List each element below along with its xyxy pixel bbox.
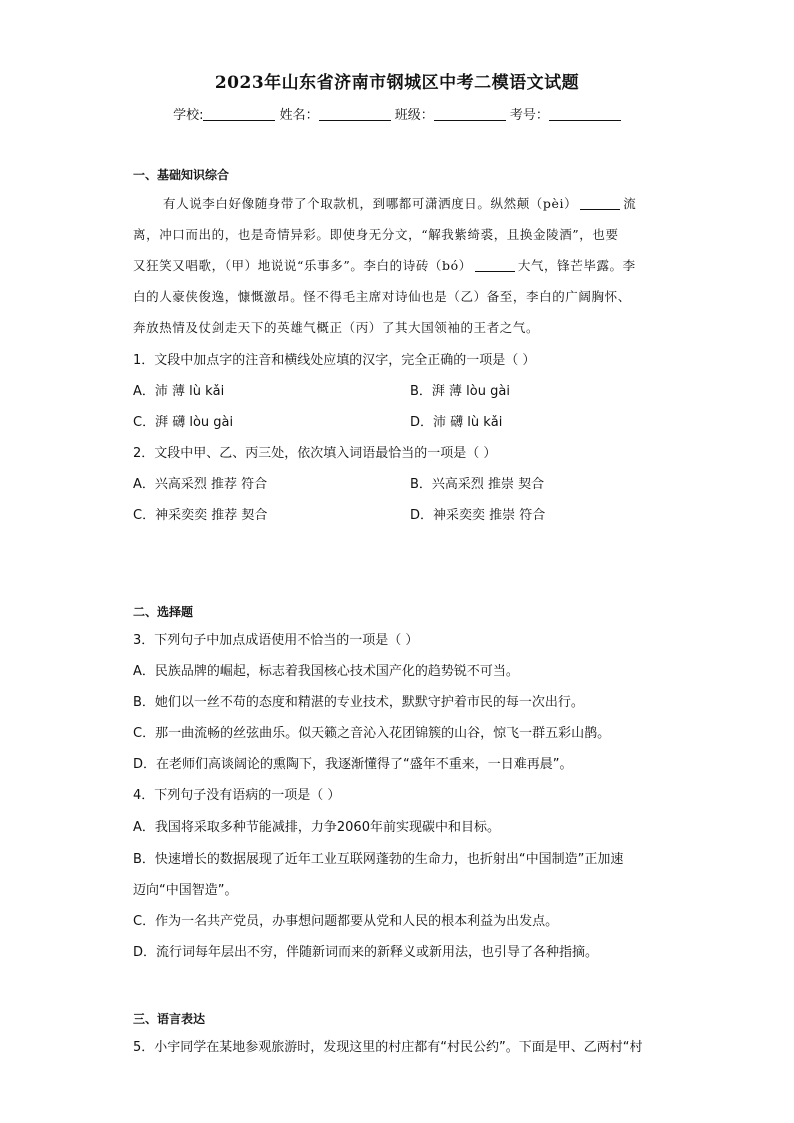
q3-option-b[interactable]: B．她们以一丝不苟的态度和精湛的专业技术，默默守护着市民的每一次出行。 (133, 695, 584, 710)
q1-option-c[interactable]: C．湃 礴 lòu gài (133, 415, 234, 430)
question-4-stem: 4．下列句子没有语病的一项是（ ） (133, 788, 341, 803)
school-label: 学校: (173, 108, 204, 123)
number-label: 考号： (509, 108, 549, 123)
passage-line: 奔放热情及仗剑走天下的英雄气概正（丙）了其大国领袖的王者之气。 (133, 320, 540, 335)
q2-option-c[interactable]: C．神采奕奕 推荐 契合 (133, 508, 268, 523)
section-heading-1: 一、基础知识综合 (133, 168, 230, 182)
q2-option-a[interactable]: A．兴高采烈 推荐 符合 (133, 477, 268, 492)
name-blank[interactable] (319, 107, 391, 121)
fill-blank (475, 259, 515, 272)
question-1-stem: 1．文段中加点字的注音和横线处应填的汉字，完全正确的一项是（ ） (133, 353, 536, 368)
q4-option-c[interactable]: C．作为一名共产党员，办事想问题都要从党和人民的根本利益为出发点。 (133, 914, 559, 929)
passage-line (133, 256, 636, 274)
section-heading-2: 二、选择题 (133, 605, 194, 619)
section-heading-3: 三、语言表达 (133, 1012, 206, 1026)
q3-option-c[interactable]: C．那一曲流畅的丝弦曲乐。似天籁之音沁入花团锦簇的山谷，惊飞一群五彩山鹊。 (133, 726, 611, 741)
school-blank[interactable] (203, 107, 275, 121)
student-info-row (0, 104, 794, 123)
question-2-stem: 2．文段中甲、乙、丙三处，依次填入词语最恰当的一项是（ ） (133, 446, 497, 461)
name-label: 姓名： (279, 108, 319, 123)
number-blank[interactable] (549, 107, 621, 121)
passage-text: 有人说李白好像随身带了个取款机，到哪都可潇洒度日。纵然颠（pèi） (163, 196, 578, 211)
passage-line: 离，冲口而出的，也是奇情异彩。即使身无分文，“解我紫绮裘，且换金陵酒”，也要 (133, 227, 619, 242)
q1-option-d[interactable]: D．沛 礴 lù kǎi (410, 415, 503, 430)
page-title: 2023年山东省济南市钢城区中考二模语文试题 (214, 73, 580, 93)
q4-option-b[interactable]: B．快速增长的数据展现了近年工业互联网蓬勃的生命力，也折射出“中国制造”正加速 (133, 852, 624, 867)
class-blank[interactable] (434, 107, 506, 121)
passage-line: 白的人豪侠俊逸，慷慨激昂。怪不得毛主席对诗仙也是（乙）备至，李白的广阔胸怀、 (133, 289, 631, 304)
fill-blank (580, 197, 620, 210)
q1-option-b[interactable]: B．湃 薄 lòu gài (410, 384, 510, 399)
q2-option-d[interactable]: D．神采奕奕 推崇 符合 (410, 508, 546, 523)
q1-option-a[interactable]: A．沛 薄 lù kǎi (133, 384, 225, 399)
passage-text: 大气，锋芒毕露。李 (517, 258, 636, 273)
passage-text: 又狂笑又唱歌，（甲）地说说“乐事多”。李白的诗砖（bó） (133, 258, 472, 273)
q2-option-b[interactable]: B．兴高采烈 推崇 契合 (410, 477, 545, 492)
q3-option-d[interactable]: D．在老师们高谈阔论的熏陶下，我逐渐懂得了“盛年不重来，一日难再晨”。 (133, 757, 573, 772)
q4-option-d[interactable]: D．流行词每年层出不穷，伴随新词而来的新释义或新用法，也引导了各种指摘。 (133, 945, 599, 960)
passage-line (163, 194, 636, 212)
q3-option-a[interactable]: A．民族品牌的崛起，标志着我国核心技术国产化的趋势锐不可当。 (133, 664, 519, 679)
passage-text: 流 (623, 196, 637, 211)
q4-option-a[interactable]: A．我国将采取多种节能减排，力争2060年前实现碳中和目标。 (133, 820, 500, 835)
question-3-stem: 3．下列句子中加点成语使用不恰当的一项是（ ） (133, 633, 419, 648)
q4-option-b-continued: 迈向“中国智造”。 (133, 883, 238, 898)
question-5-stem: 5．小宇同学在某地参观旅游时，发现这里的村庄都有“村民公约”。下面是甲、乙两村“村 (133, 1040, 643, 1055)
class-label: 班级： (394, 108, 434, 123)
